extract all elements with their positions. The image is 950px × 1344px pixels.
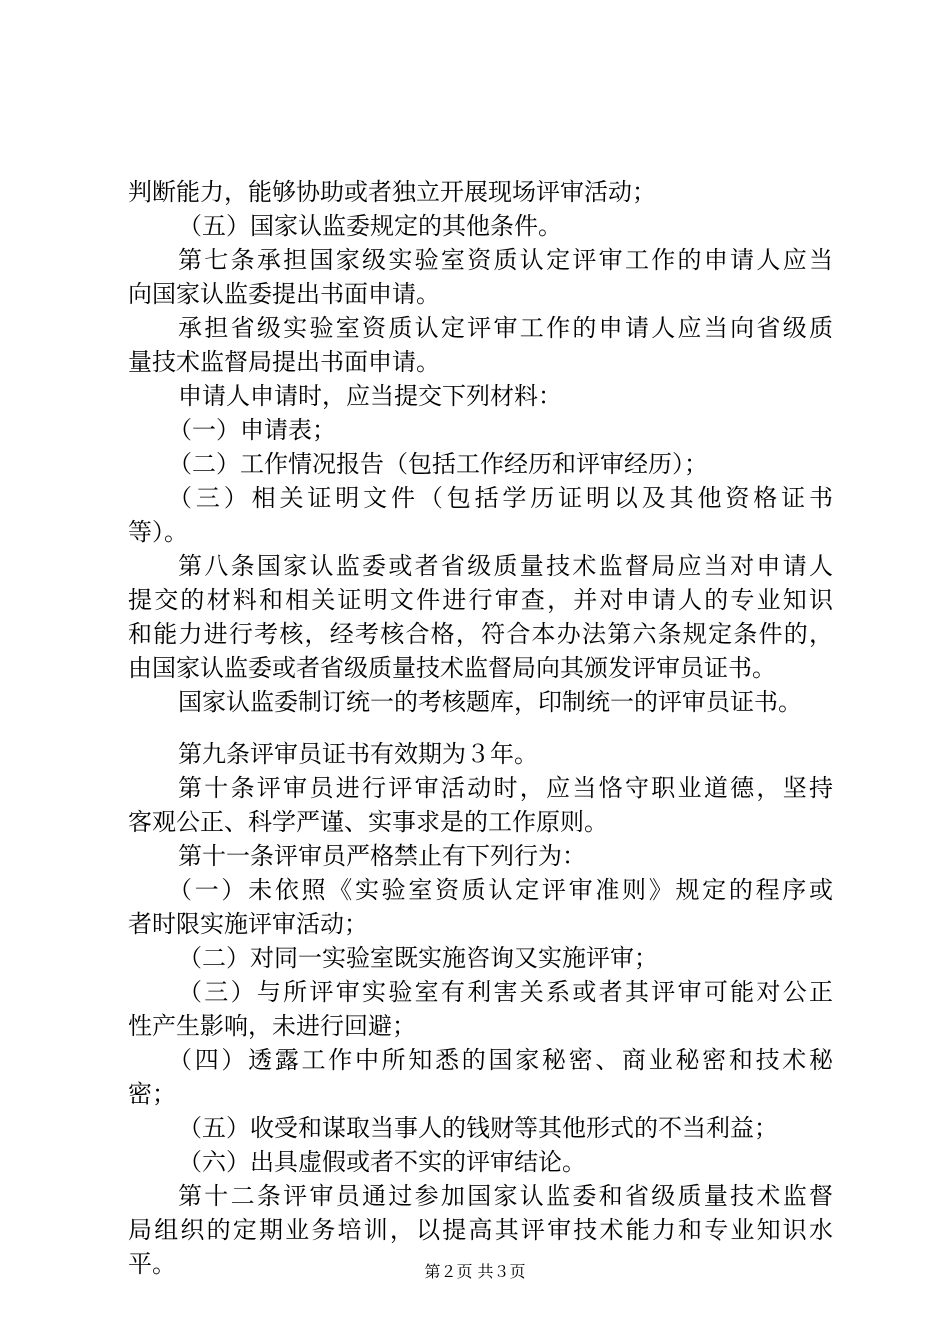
paragraph-line: 申请人申请时，应当提交下列材料： bbox=[178, 382, 562, 410]
paragraph-line: 第九条评审员证书有效期为３年。 bbox=[178, 740, 538, 768]
paragraph-line: （二）工作情况报告（包括工作经历和评审经历）； bbox=[168, 450, 708, 478]
paragraph-line: （三）相关证明文件（包括学历证明以及其他资格证书 bbox=[168, 484, 833, 512]
page-number-footer: 第２页 共３页 bbox=[424, 1262, 526, 1281]
paragraph-line: 向国家认监委提出书面申请。 bbox=[128, 280, 440, 308]
paragraph-line: 第十二条评审员通过参加国家认监委和省级质量技术监督 bbox=[178, 1182, 833, 1210]
paragraph-line: 第七条承担国家级实验室资质认定评审工作的申请人应当 bbox=[178, 246, 833, 274]
paragraph-line: （二）对同一实验室既实施咨询又实施评审； bbox=[178, 944, 658, 972]
paragraph-line: （五）收受和谋取当事人的钱财等其他形式的不当利益； bbox=[178, 1114, 778, 1142]
paragraph-line: 国家认监委制订统一的考核题库，印制统一的评审员证书。 bbox=[178, 688, 802, 716]
paragraph-line: 第十一条评审员严格禁止有下列行为： bbox=[178, 842, 586, 870]
paragraph-line: 判断能力，能够协助或者独立开展现场评审活动； bbox=[128, 178, 656, 206]
paragraph-line: 密； bbox=[128, 1080, 176, 1108]
paragraph-line: 和能力进行考核，经考核合格，符合本办法第六条规定条件的， bbox=[128, 620, 833, 648]
paragraph-line: 提交的材料和相关证明文件进行审查，并对申请人的专业知识 bbox=[128, 586, 833, 614]
paragraph-line: 量技术监督局提出书面申请。 bbox=[128, 348, 440, 376]
paragraph-line: 性产生影响，未进行回避； bbox=[128, 1012, 416, 1040]
paragraph-line: 者时限实施评审活动； bbox=[128, 910, 368, 938]
paragraph-line: （五）国家认监委规定的其他条件。 bbox=[178, 212, 562, 240]
paragraph-line: 由国家认监委或者省级质量技术监督局向其颁发评审员证书。 bbox=[128, 654, 776, 682]
paragraph-line: 承担省级实验室资质认定评审工作的申请人应当向省级质 bbox=[178, 314, 833, 342]
paragraph-line: 第十条评审员进行评审活动时，应当恪守职业道德，坚持 bbox=[178, 774, 833, 802]
document-body bbox=[128, 175, 833, 1281]
paragraph-line: 局组织的定期业务培训，以提高其评审技术能力和专业知识水 bbox=[128, 1216, 833, 1244]
paragraph-line: （六）出具虚假或者不实的评审结论。 bbox=[178, 1148, 586, 1176]
paragraph-line: （一）申请表； bbox=[168, 416, 336, 444]
paragraph-line: 第八条国家认监委或者省级质量技术监督局应当对申请人 bbox=[178, 552, 833, 580]
paragraph-line: （一）未依照《实验室资质认定评审准则》规定的程序或 bbox=[168, 876, 833, 904]
paragraph-gap bbox=[128, 719, 833, 737]
paragraph-line: 平。 bbox=[128, 1250, 176, 1278]
paragraph-line: （三）与所评审实验室有利害关系或者其评审可能对公正 bbox=[178, 978, 833, 1006]
paragraph-line: 客观公正、科学严谨、实事求是的工作原则。 bbox=[128, 808, 608, 836]
paragraph-line: （四）透露工作中所知悉的国家秘密、商业秘密和技术秘 bbox=[168, 1046, 833, 1074]
paragraph-line: 等）。 bbox=[128, 518, 188, 546]
